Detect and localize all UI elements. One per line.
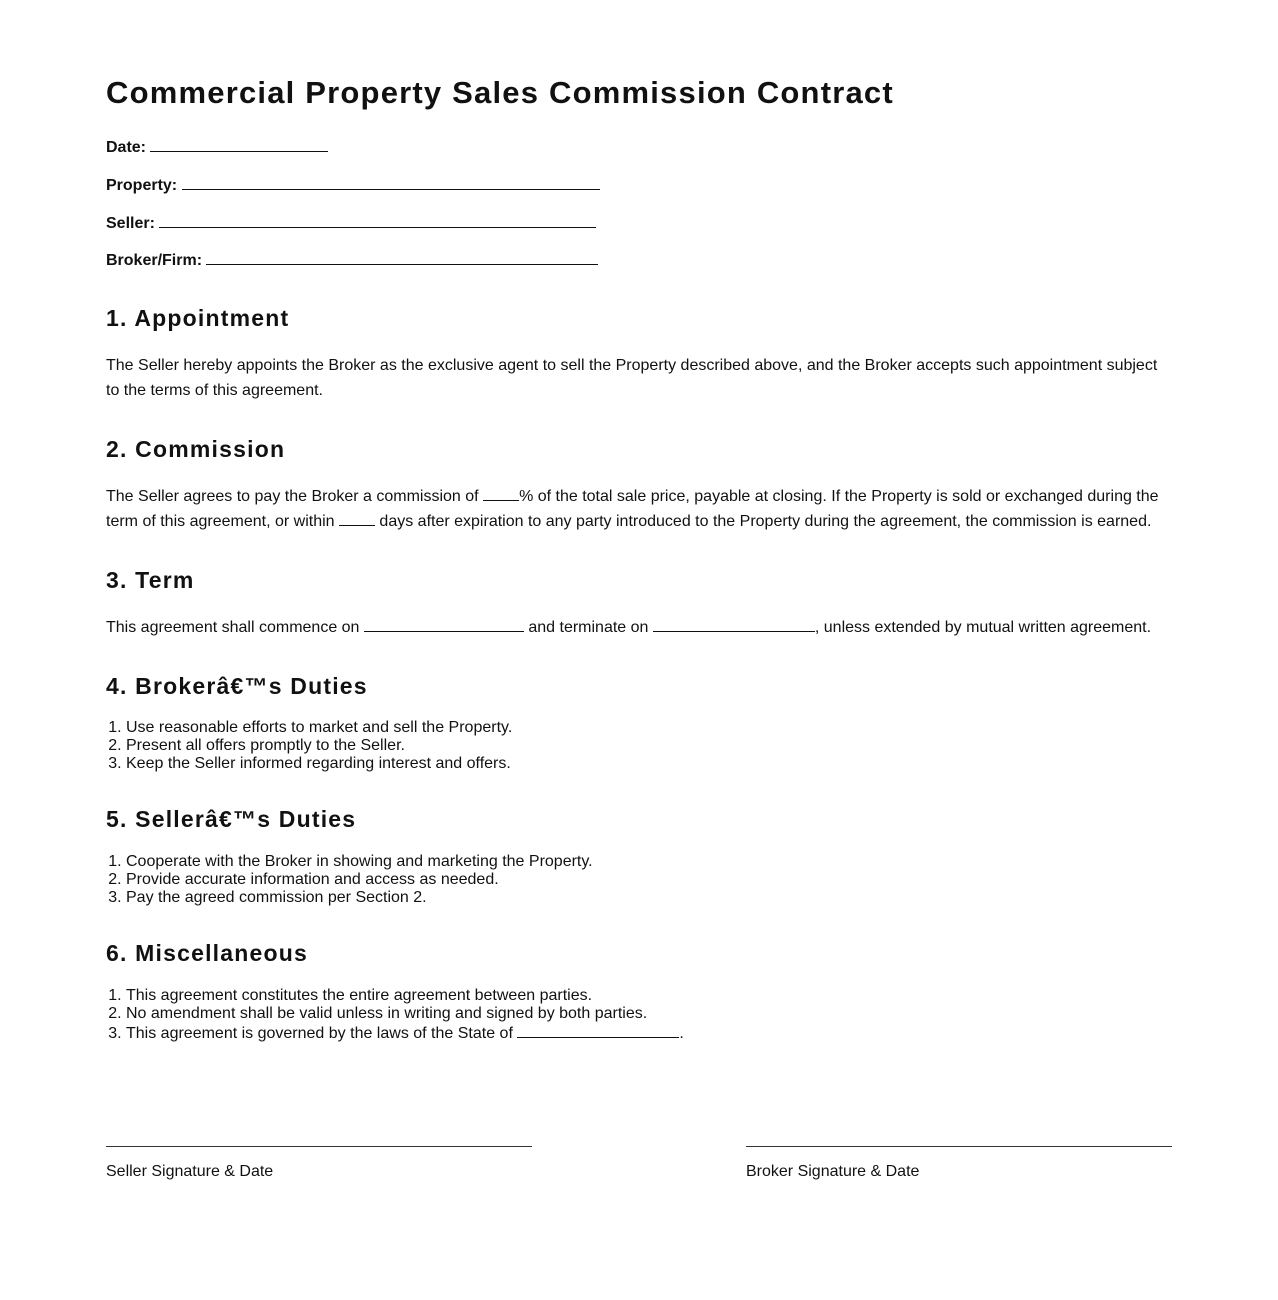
list-item-end: . [679,1025,684,1042]
terminate-date-blank[interactable] [653,617,815,632]
list-item: 3. Keep the Seller informed regarding interest and offers. [126,755,512,773]
seller-signature-label: Seller Signature & Date [106,1163,274,1180]
commission-days-blank[interactable] [339,511,375,526]
seller-duties-list [106,853,593,907]
list-item: 3. Pay the agreed commission per Section 2. [126,889,593,907]
date-blank[interactable] [150,137,328,152]
broker-label: Broker/Firm: [106,252,203,269]
property-field [106,175,600,195]
commission-text-c: days after expiration to any party introduced to the Property during the agreement, the commission is earned. [374,513,1152,530]
list-item: 2. Present all offers promptly to the Seller. [126,737,512,755]
date-field [106,137,328,157]
list-item: 2. Provide accurate information and access as needed. [126,871,593,889]
commission-percent-blank[interactable] [483,486,519,501]
list-item: 1. This agreement constitutes the entire agreement between parties. [126,987,684,1005]
term-text-c: , unless extended by mutual written agreement. [814,619,1152,636]
broker-blank[interactable] [206,250,598,265]
commission-text [106,484,1172,534]
section-heading-term: 3. Term [106,567,195,593]
section-heading-broker-duties: 4. Brokerâ€™s Duties [106,673,368,699]
section-heading-seller-duties: 5. Sellerâ€™s Duties [106,806,357,832]
state-blank[interactable] [517,1023,679,1038]
section-heading-commission: 2. Commission [106,436,286,462]
broker-signature-label: Broker Signature & Date [746,1163,920,1180]
seller-blank[interactable] [159,213,596,228]
term-text-a: This agreement shall commence on [106,619,364,636]
list-item: 1. Cooperate with the Broker in showing and marketing the Property. [126,853,593,871]
broker-signature-line[interactable] [746,1146,1172,1147]
section-heading-appointment: 1. Appointment [106,305,290,331]
broker-duties-list [106,719,512,773]
commission-text-b: % of the total sale price, payable at closing. If the Property is sold or exchanged during the term of this agreement, or within [106,488,1159,530]
term-text-b: and terminate on [523,619,653,636]
term-text [106,615,1172,640]
property-blank[interactable] [182,175,600,190]
document-title: Commercial Property Sales Commission Contract [106,75,894,110]
broker-field [106,250,598,270]
list-item-text: This agreement is governed by the laws of the State of [126,1025,518,1042]
list-item: 2. No amendment shall be valid unless in writing and signed by both parties. [126,1005,684,1023]
section-heading-miscellaneous: 6. Miscellaneous [106,940,308,966]
seller-label: Seller: [106,215,155,232]
date-label: Date: [106,139,147,156]
commence-date-blank[interactable] [364,617,524,632]
seller-signature-line[interactable] [106,1146,532,1147]
seller-field [106,213,596,233]
list-item [126,1023,684,1043]
miscellaneous-list [106,987,684,1043]
commission-text-a: The Seller agrees to pay the Broker a commission of [106,488,484,505]
list-item: 1. Use reasonable efforts to market and sell the Property. [126,719,512,737]
appointment-text: The Seller hereby appoints the Broker as the exclusive agent to sell the Property described above, and the Broker accepts such appointment subject to the terms of this agreement. [106,357,1158,399]
property-label: Property: [106,177,178,194]
